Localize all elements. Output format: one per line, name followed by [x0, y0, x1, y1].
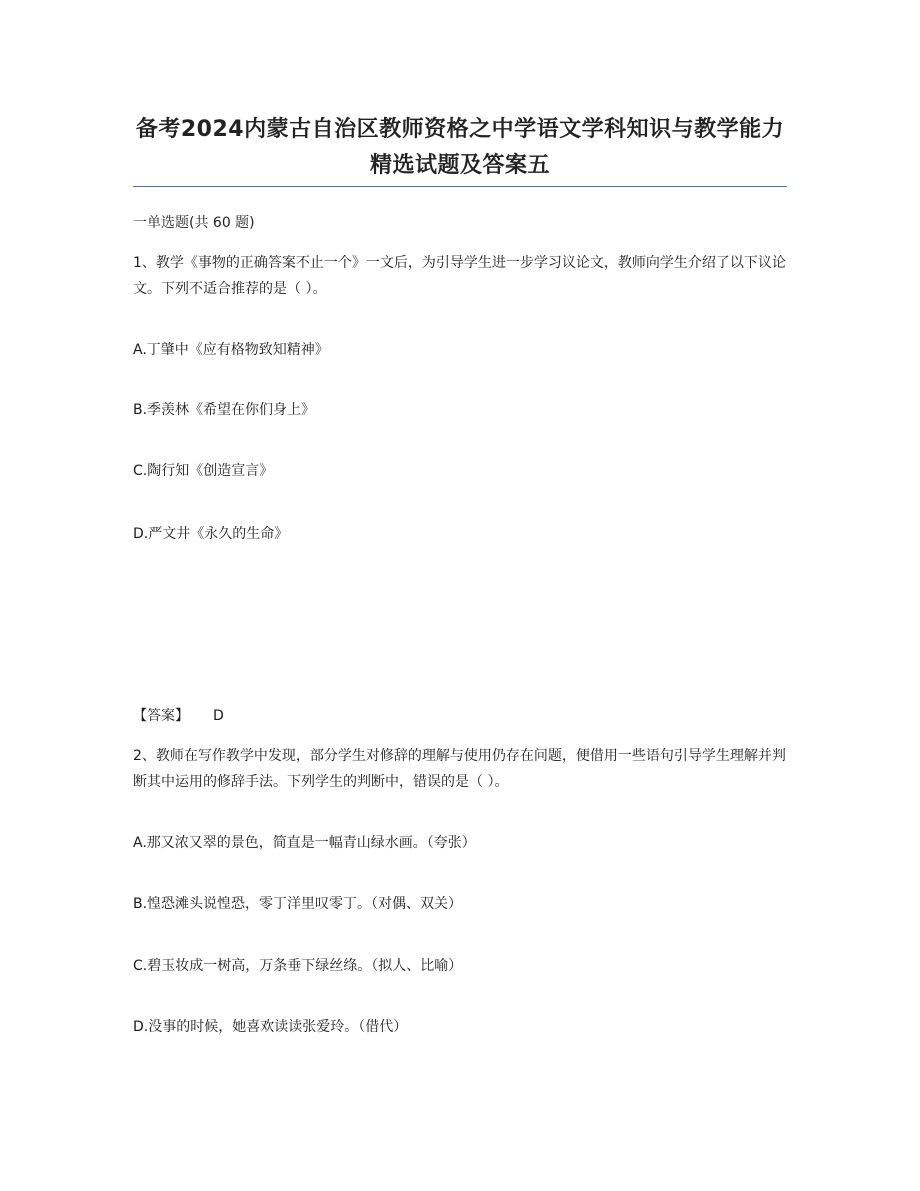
question-2-stem: 2、教师在写作教学中发现，部分学生对修辞的理解与使用仍存在问题，便借用一些语句引导学生理解并判断其中运用的修辞手法。下列学生的判断中，错误的是（ ）。: [133, 748, 786, 790]
question-1-option-b: B.季羡林《希望在你们身上》: [133, 402, 316, 418]
question-2-option-d: D.没事的时候，她喜欢读读张爱玲。（借代）: [133, 1019, 408, 1035]
question-1-option-a: A.丁肇中《应有格物致知精神》: [133, 342, 329, 358]
document-title: 备考2024内蒙古自治区教师资格之中学语文学科知识与教学能力精选试题及答案五: [135, 117, 785, 178]
question-1-option-c: C.陶行知《创造宣言》: [133, 463, 274, 479]
question-1-stem: 1、教学《事物的正确答案不止一个》一文后，为引导学生进一步学习议论文，教师向学生介绍了以下议论文。下列不适合推荐的是（ ）。: [133, 255, 786, 297]
question-1-option-d: D.严文井《永久的生命》: [133, 526, 289, 542]
question-2-option-c: C.碧玉妆成一树高，万条垂下绿丝绦。（拟人、比喻）: [133, 958, 463, 974]
answer-value: D: [213, 708, 224, 724]
question-2-option-a: A.那又浓又翠的景色，简直是一幅青山绿水画。（夸张）: [133, 835, 476, 851]
title-divider: [133, 186, 787, 187]
question-1-answer: [133, 705, 224, 727]
section-label: 一单选题(共 60 题): [133, 215, 255, 231]
question-2-option-b: B.惶恐滩头说惶恐，零丁洋里叹零丁。（对偶、双关）: [133, 896, 463, 912]
answer-label: 【答案】: [133, 708, 189, 724]
